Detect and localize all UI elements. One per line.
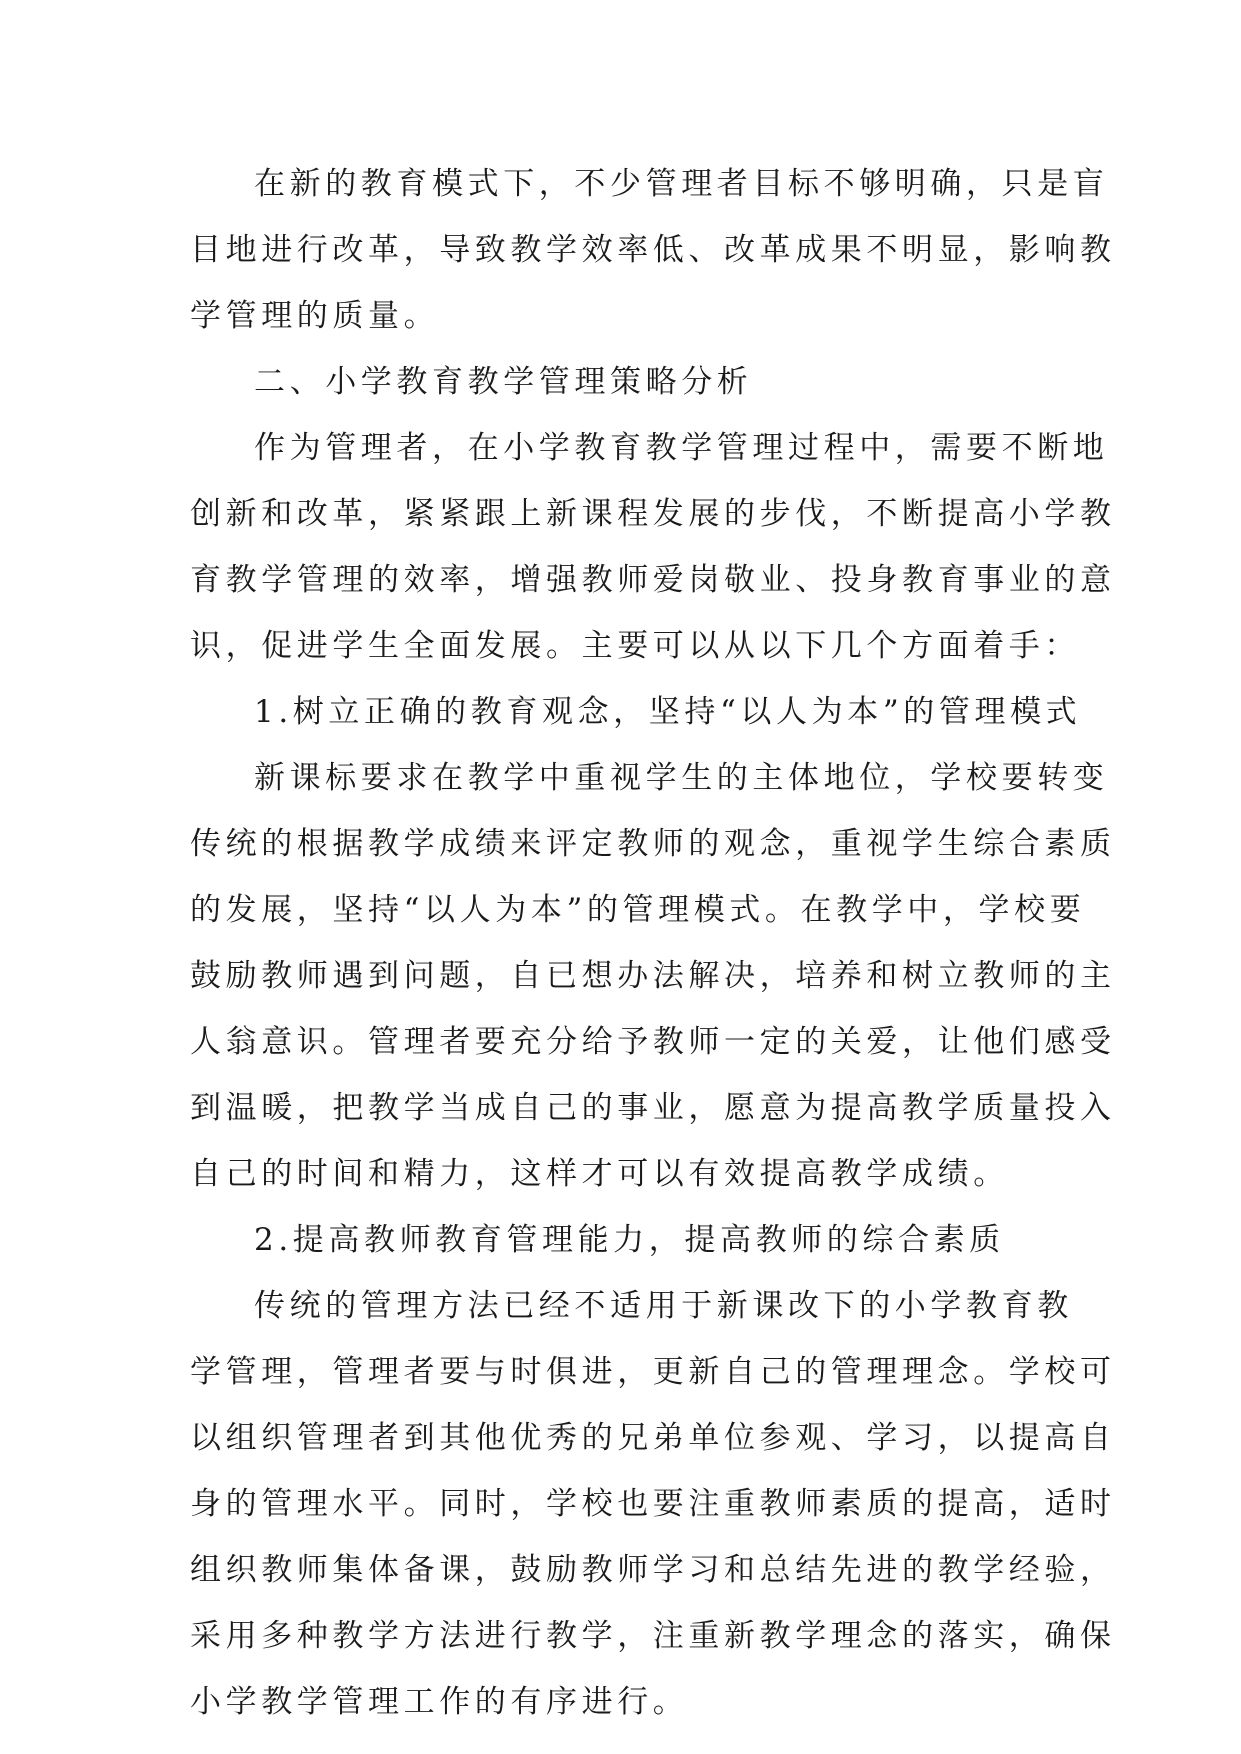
subsection-heading: 1.树立正确的教育观念，坚持“以人为本”的管理模式 [254,694,1082,730]
paragraph-line: 识，促进学生全面发展。主要可以从以下几个方面着手： [190,628,1080,664]
paragraph-line: 到温暖，把教学当成自己的事业，愿意为提高教学质量投入 [190,1090,1116,1126]
paragraph-line: 目地进行改革，导致教学效率低、改革成果不明显，影响教 [190,232,1116,268]
paragraph-line: 传统的管理方法已经不适用于新课改下的小学教育教 [254,1288,1073,1324]
paragraph-line: 的发展，坚持“以人为本”的管理模式。在教学中，学校要 [190,892,1086,928]
paragraph-line: 小学教学管理工作的有序进行。 [190,1684,689,1720]
paragraph-line: 以组织管理者到其他优秀的兄弟单位参观、学习，以提高自 [190,1420,1116,1456]
paragraph-line: 采用多种教学方法进行教学，注重新教学理念的落实，确保 [190,1618,1116,1654]
paragraph-line: 自己的时间和精力，这样才可以有效提高教学成绩。 [190,1156,1009,1192]
section-heading: 二、小学教育教学管理策略分析 [254,364,753,400]
paragraph-line: 作为管理者，在小学教育教学管理过程中，需要不断地 [254,430,1109,466]
paragraph-line: 身的管理水平。同时，学校也要注重教师素质的提高，适时 [190,1486,1116,1522]
subsection-heading: 2.提高教师教育管理能力，提高教师的综合素质 [254,1222,1005,1258]
paragraph-line: 鼓励教师遇到问题，自已想办法解决，培养和树立教师的主 [190,958,1116,994]
paragraph-line: 传统的根据教学成绩来评定教师的观念，重视学生综合素质 [190,826,1116,862]
paragraph-line: 学管理的质量。 [190,298,440,334]
paragraph-line: 学管理，管理者要与时俱进，更新自己的管理理念。学校可 [190,1354,1116,1390]
paragraph-line: 组织教师集体备课，鼓励教师学习和总结先进的教学经验， [190,1552,1116,1588]
paragraph-line: 育教学管理的效率，增强教师爱岗敬业、投身教育事业的意 [190,562,1116,598]
paragraph-line: 创新和改革，紧紧跟上新课程发展的步伐，不断提高小学教 [190,496,1116,532]
paragraph-line: 人翁意识。管理者要充分给予教师一定的关爱，让他们感受 [190,1024,1116,1060]
paragraph-line: 在新的教育模式下，不少管理者目标不够明确，只是盲 [254,166,1109,202]
paragraph-line: 新课标要求在教学中重视学生的主体地位，学校要转变 [254,760,1109,796]
